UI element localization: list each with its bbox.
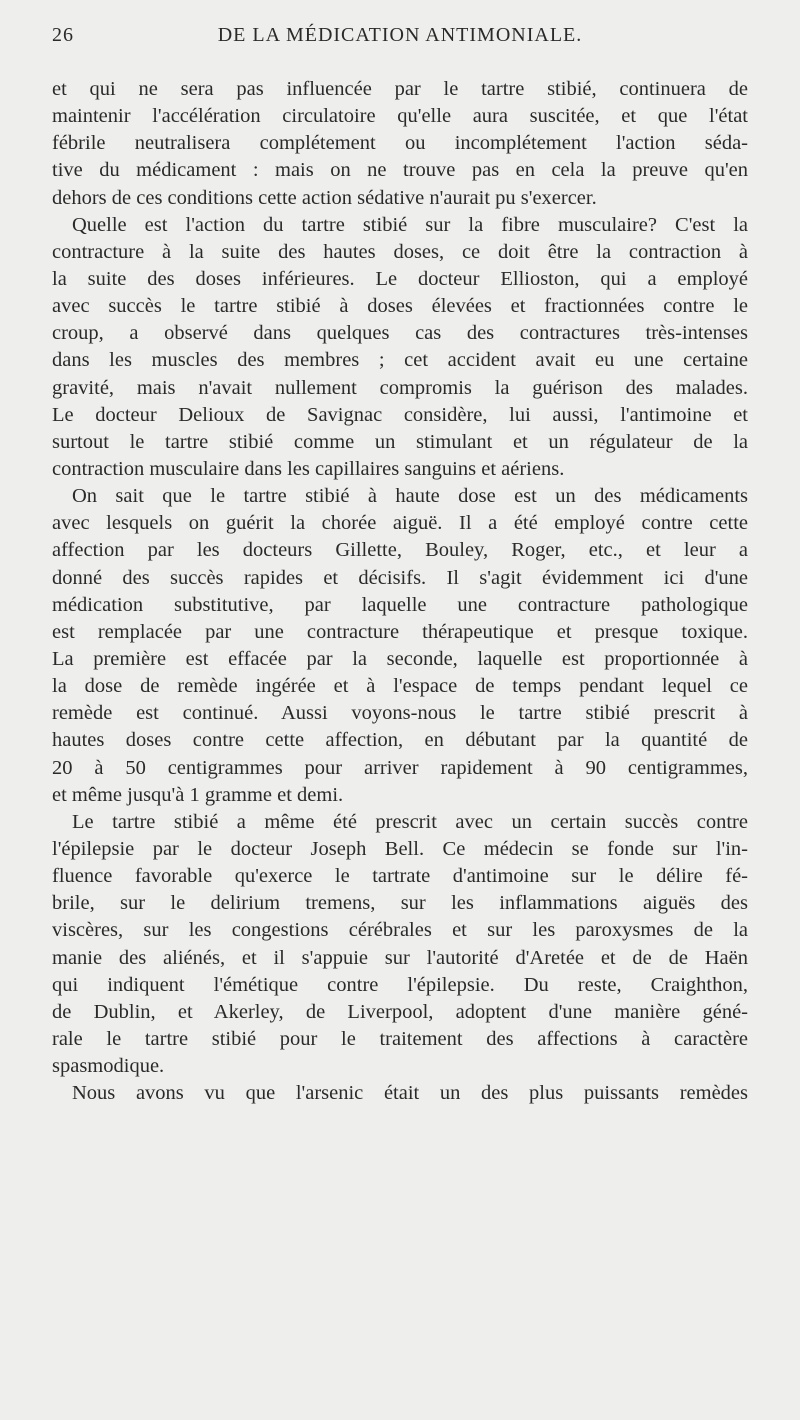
text-line: contracture à la suite des hautes doses, ce doit être la contraction à	[52, 240, 748, 263]
text-line: remède est continué. Aussi voyons-nous le tartre stibié prescrit à	[52, 702, 748, 725]
text-line: rale le tartre stibié pour le traitement des affections à caractère	[52, 1027, 748, 1050]
text-line: Nous avons vu que l'arsenic était un des plus puissants remèdes	[72, 1082, 748, 1105]
text-line: médication substitutive, par laquelle une contracture pathologique	[52, 593, 748, 616]
text-line: croup, a observé dans quelques cas des contractures très-intenses	[52, 322, 748, 345]
text-line: avec lesquels on guérit la chorée aiguë. Il a été employé contre cette	[52, 512, 748, 535]
text-line: Quelle est l'action du tartre stibié sur la fibre musculaire? C'est la	[72, 213, 748, 236]
text-line: manie des aliénés, et il s'appuie sur l'autorité d'Aretée et de de Haën	[52, 946, 748, 969]
text-line: viscères, sur les congestions cérébrales et sur les paroxysmes de la	[52, 919, 748, 942]
text-line: maintenir l'accélération circulatoire qu'elle aura suscitée, et que l'état	[52, 105, 748, 128]
text-line: est remplacée par une contracture thérapeutique et presque toxique.	[52, 620, 748, 643]
text-line: fluence favorable qu'exerce le tartrate d'antimoine sur le délire fé-	[52, 865, 748, 888]
text-line: La première est effacée par la seconde, laquelle est proportionnée à	[52, 647, 748, 670]
text-line: gravité, mais n'avait nullement compromis la guérison des malades.	[52, 376, 748, 399]
text-line: fébrile neutralisera complétement ou incomplétement l'action séda-	[52, 132, 748, 155]
text-line: On sait que le tartre stibié à haute dose est un des médicaments	[72, 485, 748, 508]
text-line: et qui ne sera pas influencée par le tartre stibié, continuera de	[52, 78, 748, 100]
text-line: contraction musculaire dans les capillaires sanguins et aériens.	[52, 457, 565, 480]
text-line: avec succès le tartre stibié à doses élevées et fractionnées contre le	[52, 295, 748, 318]
text-line: tive du médicament : mais on ne trouve pas en cela la preuve qu'en	[52, 159, 748, 182]
text-line: et même jusqu'à 1 gramme et demi.	[52, 783, 344, 806]
text-line: dans les muscles des membres ; cet accident avait eu une certaine	[52, 349, 748, 372]
text-line: hautes doses contre cette affection, en débutant par la quantité de	[52, 729, 748, 752]
text-line: spasmodique.	[52, 1055, 165, 1078]
text-line: la suite des doses inférieures. Le docteur Ellioston, qui a employé	[52, 267, 748, 290]
body-text	[52, 76, 748, 1107]
text-line: l'épilepsie par le docteur Joseph Bell. Ce médecin se fonde sur l'in-	[52, 837, 748, 860]
text-line: affection par les docteurs Gillette, Bouley, Roger, etc., et leur a	[52, 539, 748, 562]
text-line: de Dublin, et Akerley, de Liverpool, adoptent d'une manière géné-	[52, 1000, 748, 1023]
text-line: brile, sur le delirium tremens, sur les inflammations aiguës des	[52, 892, 748, 915]
running-title: DE LA MÉDICATION ANTIMONIALE.	[217, 24, 583, 46]
text-line: donné des succès rapides et décisifs. Il s'agit évidemment ici d'une	[52, 566, 748, 589]
text-line: Le docteur Delioux de Savignac considère, lui aussi, l'antimoine et	[52, 403, 748, 426]
page-number: 26	[52, 24, 74, 46]
text-line: qui indiquent l'émétique contre l'épilepsie. Du reste, Craighthon,	[52, 973, 748, 996]
running-head	[52, 24, 748, 52]
text-line: la dose de remède ingérée et à l'espace de temps pendant lequel ce	[52, 675, 748, 698]
text-line: dehors de ces conditions cette action sédative n'aurait pu s'exercer.	[52, 186, 597, 209]
text-line: 20 à 50 centigrammes pour arriver rapidement à 90 centigrammes,	[52, 756, 748, 779]
text-line: Le tartre stibié a même été prescrit avec un certain succès contre	[72, 810, 748, 833]
text-line: surtout le tartre stibié comme un stimulant et un régulateur de la	[52, 430, 748, 453]
